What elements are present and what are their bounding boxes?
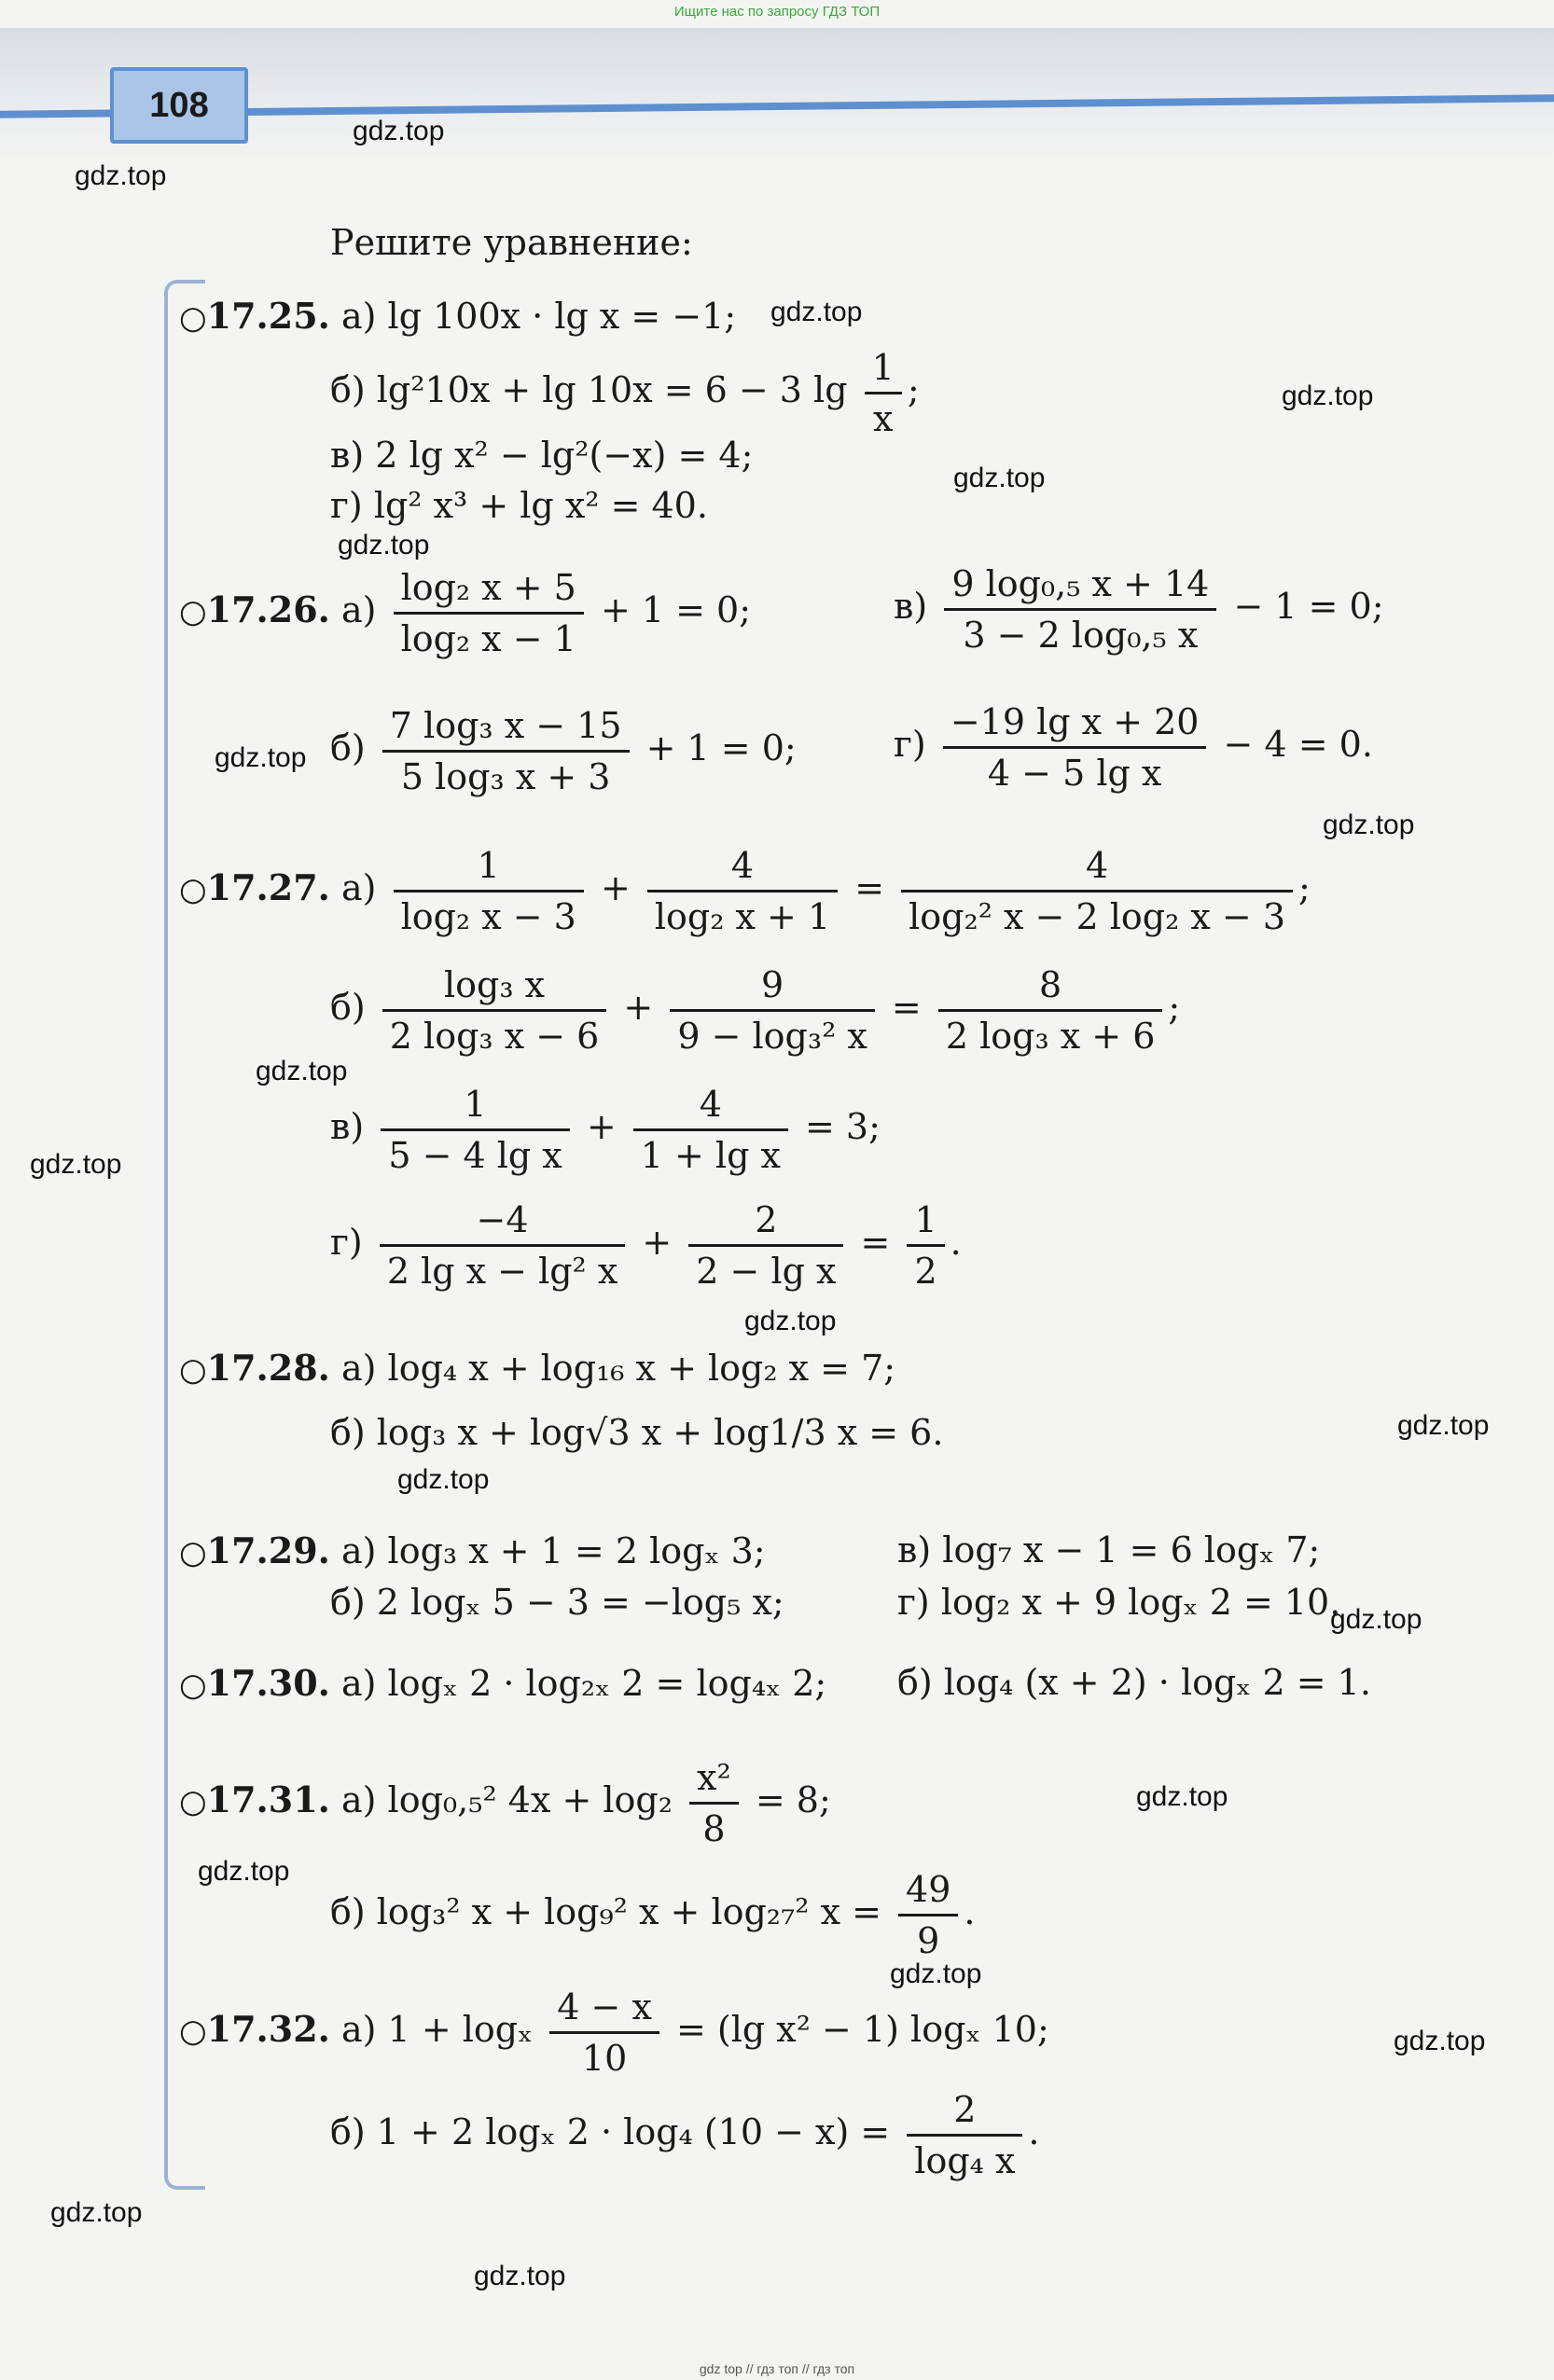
denominator: 2 log₃ x − 6 [389, 1016, 600, 1057]
problem-number: 17.29. [206, 1529, 330, 1571]
watermark: gdz.top [75, 160, 167, 191]
circle-marker-icon: ○ [179, 1534, 207, 1571]
watermark: gdz.top [474, 2261, 566, 2291]
problem-17-26-v [894, 563, 1384, 656]
equation-end: − 1 = 0; [1233, 586, 1384, 627]
watermark: gdz.top [890, 1958, 982, 1989]
denominator: 10 [581, 2038, 628, 2079]
denominator: 8 [702, 1808, 726, 1849]
numerator: 1 [907, 1199, 944, 1247]
denominator: log₂ x − 3 [400, 896, 576, 937]
numerator: 49 [898, 1869, 958, 1916]
problem-17-31-a [179, 1757, 831, 1849]
denominator: log₂ x + 1 [654, 896, 831, 937]
denominator: 2 log₃ x + 6 [945, 1016, 1156, 1057]
watermark: gdz.top [198, 1856, 290, 1887]
page-number: 108 [110, 67, 248, 144]
numerator: 4 [647, 845, 838, 892]
numerator: 8 [938, 964, 1163, 1012]
circle-marker-icon: ○ [179, 871, 207, 908]
problem-17-30-a [179, 1662, 826, 1704]
watermark: gdz.top [215, 742, 307, 773]
part-a: а) log₃ x + 1 = 2 logₓ 3; [341, 1530, 766, 1571]
numerator: 1 [381, 1084, 569, 1131]
equation-end: = 8; [755, 1779, 831, 1820]
problem-17-31-b [330, 1869, 975, 1961]
fraction [647, 845, 838, 937]
numerator: 1 [394, 845, 584, 892]
watermark: gdz.top [397, 1464, 490, 1495]
watermark: gdz.top [256, 1056, 348, 1086]
problem-number: 17.26. [206, 588, 330, 630]
label: в) [330, 1106, 365, 1147]
denominator: 9 − log₃² x [677, 1016, 867, 1057]
watermark: gdz.top [1136, 1781, 1228, 1812]
equation-end: . [964, 1891, 976, 1932]
fraction [633, 1084, 788, 1176]
problem-number: 17.31. [206, 1778, 330, 1820]
problem-17-32-b [330, 2089, 1040, 2181]
denominator: 1 + lg x [640, 1135, 781, 1176]
denominator: 2 [914, 1251, 937, 1292]
numerator: 9 log₀,₅ x + 14 [944, 563, 1216, 611]
fraction [381, 1084, 569, 1176]
fraction [688, 1199, 843, 1292]
fraction [394, 845, 584, 937]
denominator: 3 − 2 log₀,₅ x [963, 615, 1199, 656]
fraction [689, 1757, 739, 1849]
top-note: Ищите нас по запросу ГДЗ ТОП [673, 4, 881, 20]
label: а) [341, 867, 377, 908]
equation-end: = (lg x² − 1) logₓ 10; [676, 2009, 1049, 2050]
denominator: 5 − 4 lg x [388, 1135, 562, 1176]
problem-number: 17.32. [206, 2008, 330, 2050]
numerator: 2 [907, 2089, 1022, 2137]
numerator: −4 [380, 1199, 625, 1247]
circle-marker-icon: ○ [179, 1667, 207, 1704]
part-a: а) lg 100x · lg x = −1; [341, 296, 737, 337]
numerator: 7 log₃ x − 15 [382, 705, 630, 753]
problem-number: 17.27. [206, 866, 330, 908]
watermark: gdz.top [1323, 809, 1415, 840]
denominator: 9 [917, 1920, 940, 1961]
denominator: 4 − 5 lg x [987, 753, 1162, 794]
problem-17-26-g [894, 701, 1373, 794]
equation-end: + 1 = 0; [600, 589, 752, 630]
problem-17-27-g: г) $\frac{-4}{\text{2 lg x − lg² x}}$ + $\frac{2}{\text{2 − lg x}}$ = $\frac{1}{2}$ . [330, 1199, 962, 1292]
task-prompt: Решите уравнение: [330, 222, 693, 263]
denominator: 2 lg x − lg² x [386, 1251, 618, 1292]
fraction [901, 845, 1293, 937]
fraction [549, 1986, 659, 2079]
problem-17-28-b: б) log₃ x + log√3 x + log1/3 x = 6. [330, 1412, 944, 1453]
problem-17-27-b: б) $\frac{\text{log₃ x}}{\text{2 log₃ x − 6}}$ + $\frac{9}{\text{9 − log₃² x}}$ = $\frac{8}{\text{2 log₃ x + 6}}$ ; [330, 964, 1181, 1057]
watermark: gdz.top [50, 2197, 143, 2228]
circle-marker-icon: ○ [179, 1783, 207, 1820]
problem-17-28-a [179, 1347, 895, 1389]
problem-17-26-b [330, 705, 797, 797]
part-a-text: а) 1 + logₓ [341, 2009, 534, 2050]
part-b-text: б) log₃² x + log₉² x + log₂₇² x = [330, 1891, 881, 1932]
label: б) [330, 987, 366, 1028]
problem-number: 17.28. [206, 1347, 330, 1389]
fraction [898, 1869, 958, 1961]
problem-17-29-v: в) log₇ x − 1 = 6 logₓ 7; [897, 1529, 1321, 1571]
watermark: gdz.top [770, 297, 863, 327]
label: а) [341, 589, 377, 630]
equation-end: = 3; [805, 1106, 881, 1147]
fraction [382, 964, 607, 1057]
watermark: gdz.top [30, 1149, 122, 1180]
numerator: log₃ x [382, 964, 607, 1012]
fraction [943, 701, 1207, 794]
problem-17-29-g: г) log₂ x + 9 logₓ 2 = 10. [897, 1582, 1341, 1623]
numerator: −19 lg x + 20 [943, 701, 1207, 749]
watermark: gdz.top [338, 530, 430, 560]
equation-end: − 4 = 0. [1223, 724, 1373, 765]
part-a: а) log₄ x + log₁₆ x + log₂ x = 7; [341, 1348, 896, 1389]
circle-marker-icon: ○ [179, 1351, 207, 1389]
equation-end: + 1 = 0; [645, 727, 797, 768]
part-a: а) logₓ 2 · log₂ₓ 2 = log₄ₓ 2; [341, 1663, 827, 1704]
problem-17-25-g: г) lg² x³ + lg x² = 40. [330, 485, 708, 526]
fraction [382, 705, 630, 797]
label: г) [894, 724, 926, 765]
problem-17-26-a [179, 567, 751, 659]
problem-17-30-b: б) log₄ (x + 2) · logₓ 2 = 1. [897, 1662, 1371, 1703]
fraction [380, 1199, 625, 1292]
part-a-text: а) log₀,₅² 4x + log₂ [341, 1779, 673, 1820]
fraction [865, 347, 902, 439]
problem-17-27-v: в) $\frac{1}{\text{5 − 4 lg x}}$ + $\frac{4}{\text{1 + lg x}}$ = 3; [330, 1084, 881, 1176]
label: г) [330, 1222, 363, 1263]
numerator: log₂ x + 5 [394, 567, 584, 615]
problem-17-29-a [179, 1529, 766, 1571]
part-b-text: б) 1 + 2 logₓ 2 · log₄ (10 − x) = [330, 2111, 891, 2152]
circle-marker-icon: ○ [179, 299, 207, 337]
numerator: 4 [633, 1084, 788, 1131]
watermark: gdz.top [1330, 1604, 1422, 1635]
denominator: x [873, 398, 894, 439]
denominator: 2 − lg x [696, 1251, 837, 1292]
fraction [944, 563, 1216, 656]
problem-17-29-b: б) 2 logₓ 5 − 3 = −log₅ x; [330, 1582, 784, 1623]
part-b-end: ; [907, 369, 920, 410]
bottom-note: gdz top // гдз топ // гдз топ [699, 2361, 855, 2376]
problem-17-25-v: в) 2 lg x² − lg²(−x) = 4; [330, 435, 754, 476]
problem-17-25-b [330, 347, 920, 439]
numerator: 1 [865, 347, 902, 394]
denominator: 5 log₃ x + 3 [400, 756, 611, 797]
circle-marker-icon: ○ [179, 593, 207, 630]
numerator: 9 [670, 964, 875, 1012]
numerator: 2 [688, 1199, 843, 1247]
part-b-text: б) lg²10x + lg 10x = 6 − 3 lg [330, 369, 848, 410]
numerator: 4 [901, 845, 1293, 892]
fraction [907, 1199, 944, 1292]
denominator: log₂² x − 2 log₂ x − 3 [909, 896, 1286, 937]
problem-number: 17.30. [206, 1662, 330, 1704]
watermark: gdz.top [1282, 381, 1374, 411]
numerator: x² [689, 1757, 739, 1805]
fraction [938, 964, 1163, 1057]
watermark: gdz.top [1394, 2026, 1486, 2056]
denominator: log₂ x − 1 [400, 618, 576, 659]
problem-17-27-a: ○17.27. а) $\frac{1}{\text{log₂ x − 3}}$ + $\frac{4}{\text{log₂ x + 1}}$ = $\frac{4}{\text{log₂² x − 2 log₂ x − 3}}$ ; [179, 845, 1311, 937]
watermark: gdz.top [744, 1306, 837, 1336]
watermark: gdz.top [353, 116, 445, 146]
fraction [670, 964, 875, 1057]
denominator: log₄ x [914, 2140, 1016, 2181]
fraction [394, 567, 584, 659]
label: в) [894, 586, 928, 627]
problem-17-25-a [179, 295, 736, 337]
fraction [907, 2089, 1022, 2181]
problem-17-32-a [179, 1986, 1049, 2079]
watermark: gdz.top [1397, 1410, 1490, 1441]
numerator: 4 − x [549, 1986, 659, 2034]
watermark: gdz.top [953, 463, 1046, 493]
label: б) [330, 727, 366, 768]
circle-marker-icon: ○ [179, 2013, 207, 2050]
problem-number: 17.25. [206, 295, 330, 337]
equation-end: . [1028, 2111, 1040, 2152]
